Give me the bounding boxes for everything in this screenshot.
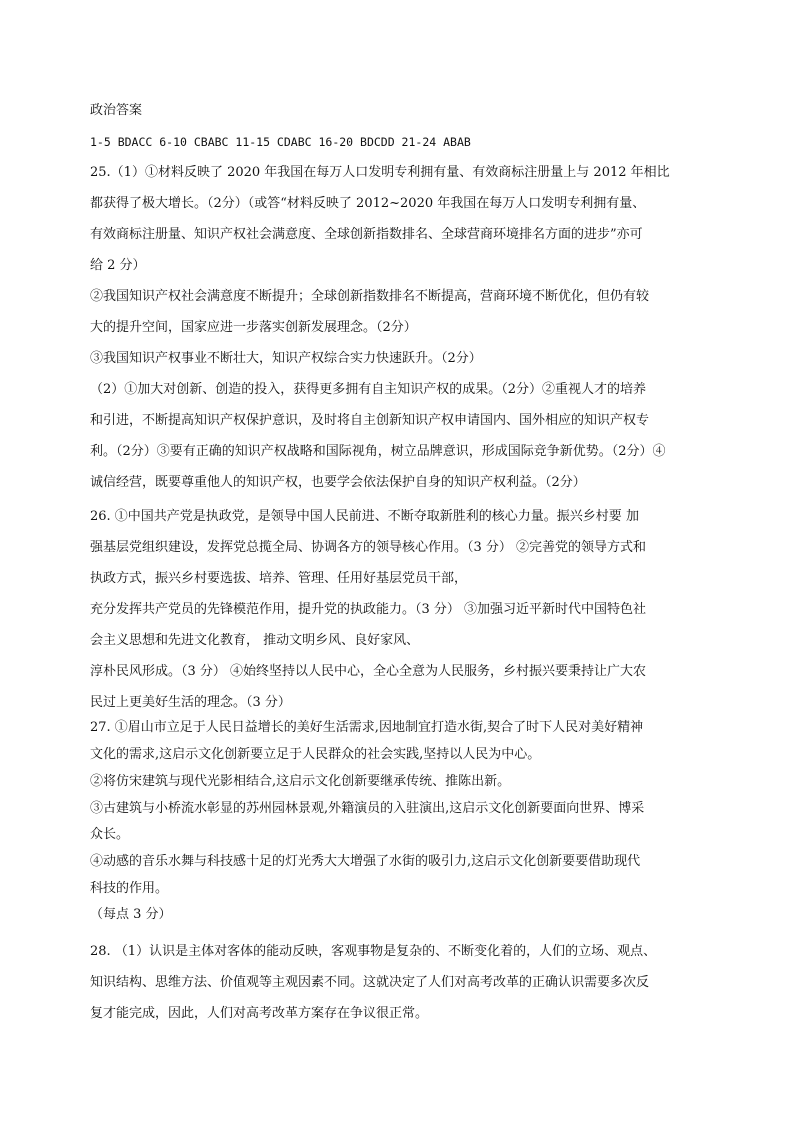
q27-line-4: ③古建筑与小桥流水彰显的苏州园林景观,外籍演员的入驻演出,这启示文化创新要面向世界、博采 [90, 801, 645, 816]
q25-line-3: 有效商标注册量、知识产权社会满意度、全球创新指数排名、全球营商环境排名方面的进步”亦可 [90, 227, 643, 242]
q25-line-9: 和引进，不断提高知识产权保护意识，及时将自主创新知识产权申请国内、国外相应的知识产权专 [90, 413, 650, 428]
q26-line-7: 民过上更美好生活的理念。（3 分） [90, 695, 291, 710]
q27-line-2: 文化的需求,这启示文化创新要立足于人民群众的社会实践,坚持以人民为中心。 [90, 747, 541, 762]
q27-line-7: 科技的作用。 [90, 881, 169, 896]
document-title: 政治答案 [90, 103, 143, 118]
q25-line-7: ③我国知识产权事业不断壮大，知识产权综合实力快速跃升。（2分） [90, 351, 482, 366]
q26-line-1: 26. ①中国共产党是执政党，是领导中国人民前进、不断夺取新胜利的核心力量。振兴乡村要 加 [90, 509, 639, 524]
answer-key-line: 1-5 BDACC 6-10 CBABC 11-15 CDABC 16-20 BDCDD 21-24 ABAB [90, 135, 471, 149]
q27-line-5: 众长。 [90, 827, 130, 842]
q28-line-2: 知识结构、思维方法、价值观等主观因素不同。这就决定了人们对高考改革的正确认识需要多次反 [90, 975, 650, 990]
q26-line-4: 充分发挥共产党员的先锋模范作用，提升党的执政能力。（3 分） ③加强习近平新时代中国特色社 [90, 602, 647, 617]
q28-line-3: 复才能完成，因此，人们对高考改革方案存在争议很正常。 [90, 1006, 429, 1021]
q25-line-8: （2）①加大对创新、创造的投入，获得更多拥有自主知识产权的成果。（2分）②重视人才的培养 [90, 382, 647, 397]
q25-line-10: 利。（2分）③要有正确的知识产权战略和国际视角，树立品牌意识，形成国际竞争新优势。（2分）④ [90, 444, 666, 459]
q26-line-2: 强基层党组织建设，发挥党总揽全局、协调各方的领导核心作用。（3 分） ②完善党的领导方式和 [90, 540, 647, 555]
q28-line-1: 28. （1）认识是主体对客体的能动反映，客观事物是复杂的、不断变化着的，人们的立场、观点、 [90, 944, 657, 959]
q25-line-1: 25.（1）①材料反映了 2020 年我国在每万人口发明专利拥有量、有效商标注册量上与 2012 年相比 [90, 165, 670, 180]
q26-line-6: 淳朴民风形成。（3 分） ④始终坚持以人民中心，全心全意为人民服务，乡村振兴要秉持让广大农 [90, 664, 647, 679]
q27-line-8: （每点 3 分） [90, 907, 172, 922]
q25-line-6: 大的提升空间，国家应进一步落实创新发展理念。（2分） [90, 320, 417, 335]
q27-line-1: 27. ①眉山市立足于人民日益增长的美好生活需求,因地制宜打造水街,契合了时下人民对美好精神 [90, 720, 644, 735]
q27-line-3: ②将仿宋建筑与现代光影相结合,这启示文化创新要继承传统、推陈出新。 [90, 774, 511, 789]
q26-line-3: 执政方式，振兴乡村要选拔、培养、管理、任用好基层党员干部， [90, 571, 468, 586]
q25-line-11: 诚信经营，既要尊重他人的知识产权，也要学会依法保护自身的知识产权利益。（2分） [90, 475, 586, 490]
q25-line-5: ②我国知识产权社会满意度不断提升；全球创新指数排名不断提高，营商环境不断优化，但仍有较 [90, 289, 650, 304]
q26-line-5: 会主义思想和先进文化教育， 推动文明乡风、良好家风、 [90, 633, 420, 648]
q25-line-4: 给 2 分） [90, 258, 146, 273]
q25-line-2: 都获得了极大增长。（2分）（或答“材料反映了 2012~2020 年我国在每万人口发明专利拥有量、 [90, 196, 646, 211]
q27-line-6: ④动感的音乐水舞与科技感十足的灯光秀大大增强了水街的吸引力,这启示文化创新要要借助现代 [90, 854, 641, 869]
